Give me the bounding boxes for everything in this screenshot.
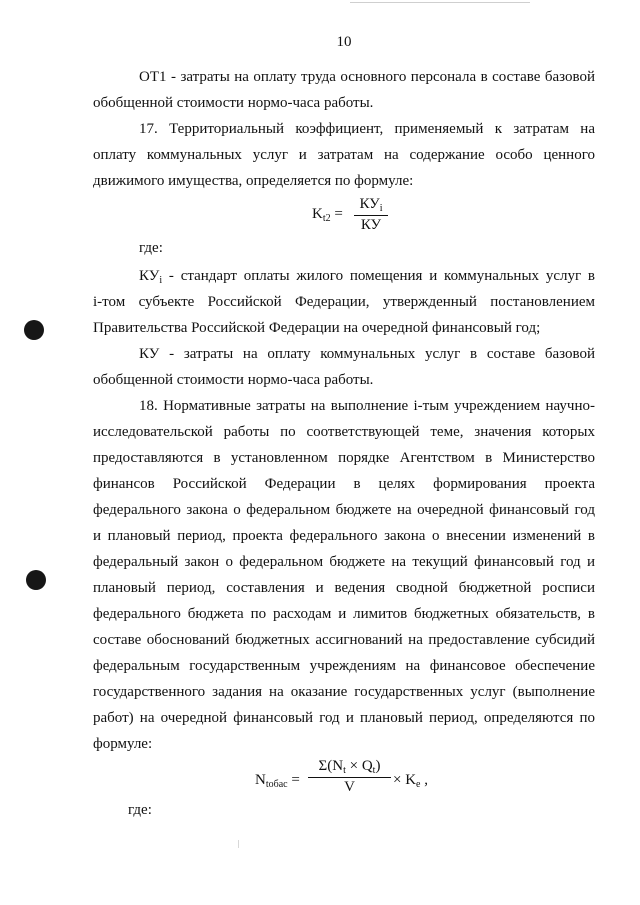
- para-18-line: работ) на очередной финансовый год и плановый период, определяются по: [93, 710, 595, 726]
- scan-artifact: [238, 840, 239, 848]
- para-ku-line: КУ - затраты на оплату коммунальных услуг в составе базовой: [139, 346, 595, 362]
- para-kui-line: Правительства Российской Федерации на очередной финансовый год;: [93, 320, 541, 336]
- para-18-line: предоставляются в установленном порядке Агентством в Министерство: [93, 450, 595, 466]
- para-ot1-line: ОТ1 - затраты на оплату труда основного персонала в составе базовой: [139, 69, 595, 85]
- para-18-line: федеральным государственным учреждениям на финансовое обеспечение: [93, 658, 595, 674]
- page-number: 10: [336, 34, 352, 50]
- formula-territorial-coefficient: [312, 196, 382, 238]
- where-label: где:: [139, 240, 163, 256]
- para-18-line: плановый период, составления и ведения сводной бюджетной росписи: [93, 580, 595, 596]
- para-18-line: составе обоснований бюджетных ассигнований на предоставление субсидий: [93, 632, 595, 648]
- para-18-line: финансов Российской Федерации в целях формирования проекта: [93, 476, 595, 492]
- para-18-line: исследовательской работы по соответствующей теме, значения которых: [93, 424, 595, 440]
- para-18-line: 18. Нормативные затраты на выполнение i-тым учреждением научно-: [139, 398, 595, 414]
- formula-fraction: [354, 196, 388, 234]
- para-17-line: оплату коммунальных услуг и затратам на содержание особо ценного: [93, 147, 595, 163]
- para-18-line: федерального бюджета по расходам и лимитов бюджетных обязательств, в: [93, 606, 595, 622]
- formula-denominator: КУ: [360, 217, 382, 233]
- formula-fraction: [308, 758, 391, 796]
- para-18-line: федеральный закон о федеральном бюджете на текущий финансовый год и: [93, 554, 595, 570]
- formula-lhs: $K_{t2}$ =: [312, 206, 343, 224]
- para-18-line: и плановый период, проекта федерального закона о внесении изменений в: [93, 528, 595, 544]
- para-17-line: движимого имущества, определяется по формуле:: [93, 173, 414, 189]
- formula-normative-cost: [255, 758, 455, 802]
- punch-hole-mark: [24, 320, 44, 340]
- para-ot1-line: обобщенной стоимости нормо-часа работы.: [93, 95, 374, 111]
- punch-hole-mark: [26, 570, 46, 590]
- formula-numerator: $\Sigma(N_t \times Q_t)$: [308, 758, 391, 778]
- para-18-line: федерального закона о федеральном бюджете на очередной финансовый год: [93, 502, 595, 518]
- para-kui-line: $КУ_i$ - стандарт оплаты жилого помещения и коммунальных услуг в: [139, 268, 595, 286]
- formula-numerator: $КУ_i$: [354, 196, 388, 216]
- para-ku-line: обобщенной стоимости нормо-часа работы.: [93, 372, 374, 388]
- para-18-line: государственного задания на оказание государственных услуг (выполнение: [93, 684, 595, 700]
- scan-top-line: [350, 2, 530, 3]
- formula-lhs: $N_{toбac}$ =: [255, 772, 300, 790]
- para-kui-line: i-том субъекте Российской Федерации, утвержденный постановлением: [93, 294, 595, 310]
- para-18-line: формуле:: [93, 736, 153, 752]
- formula-denominator: V: [344, 779, 355, 795]
- para-17-line: 17. Территориальный коэффициент, применяемый к затратам на: [139, 121, 595, 137]
- formula-multiplier: × $K_e$ ,: [393, 772, 428, 790]
- where-label: где:: [128, 802, 152, 818]
